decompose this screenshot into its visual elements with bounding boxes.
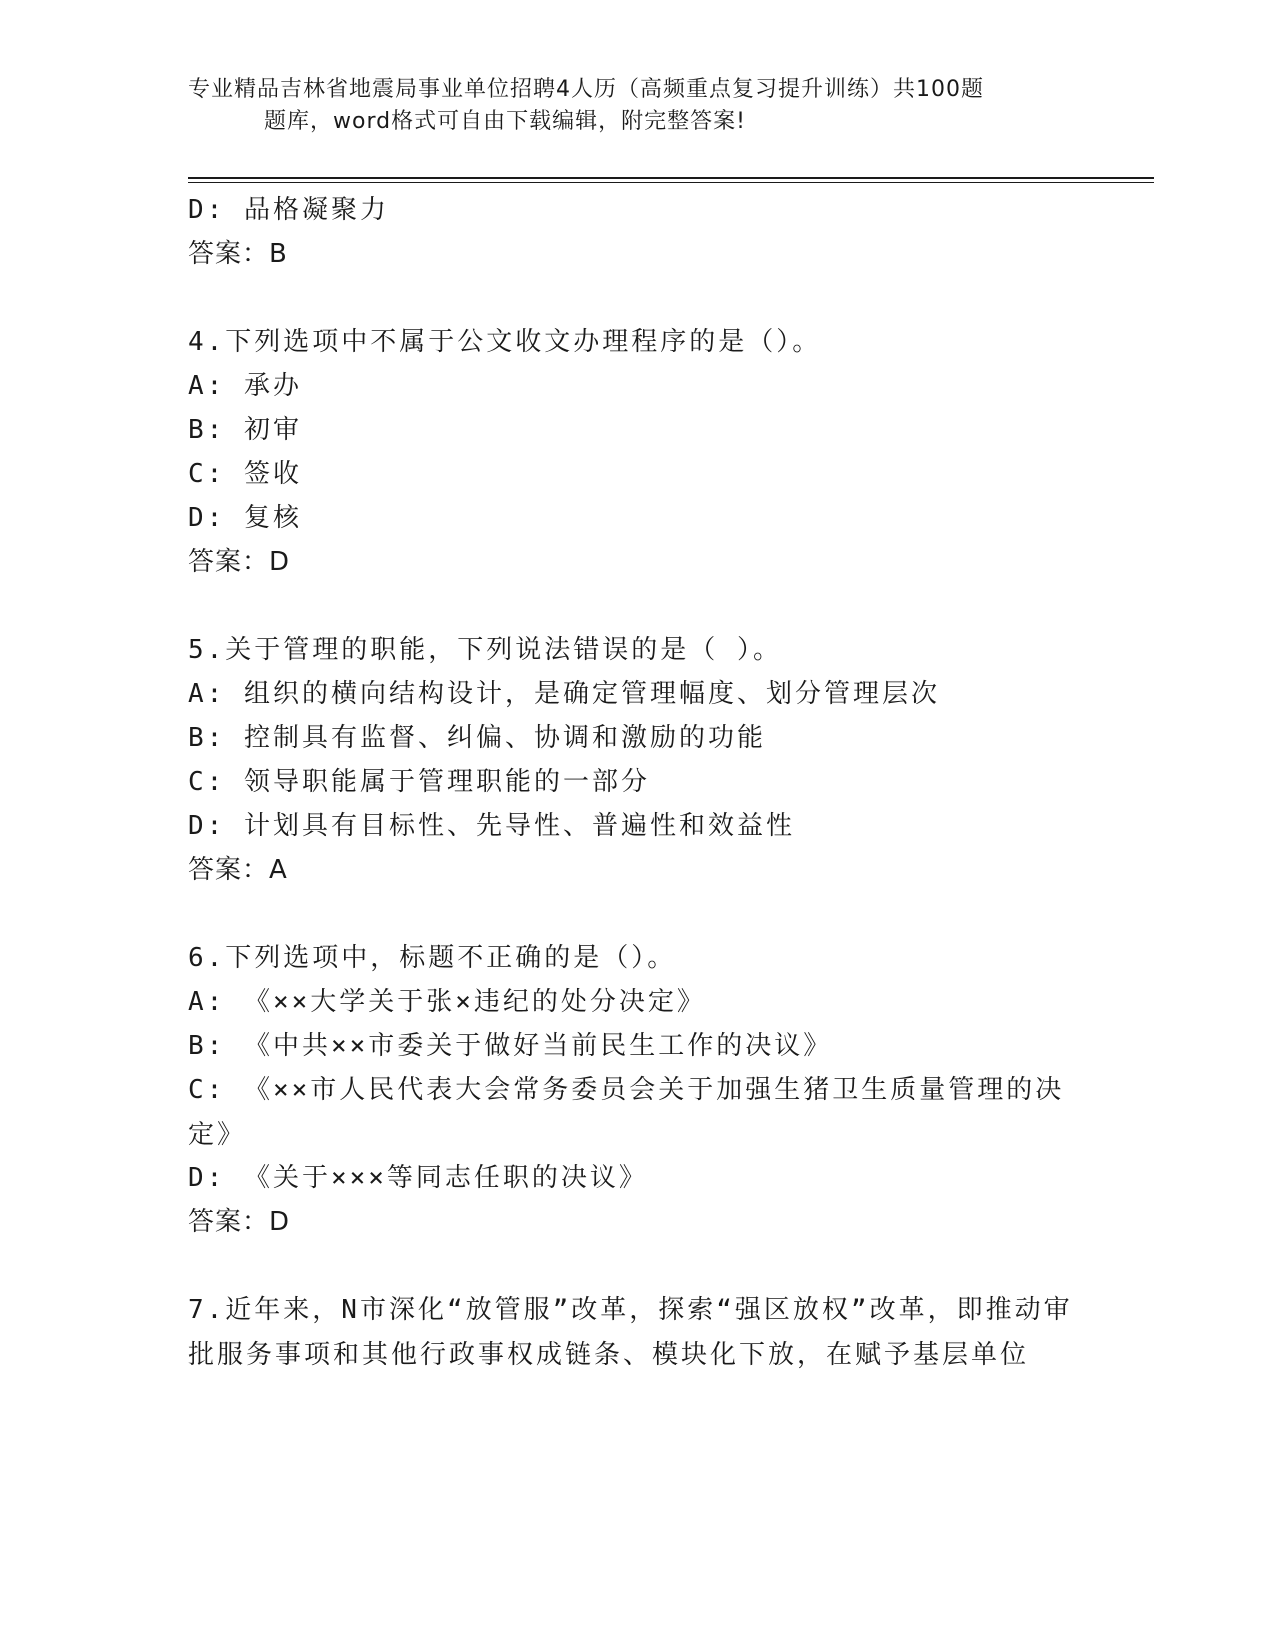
q6-answer: 答案：D xyxy=(188,1207,291,1237)
q6-option-b: B: 《中共××市委关于做好当前民生工作的决议》 xyxy=(188,1031,833,1061)
q5-option-d: D: 计划具有目标性、先导性、普遍性和效益性 xyxy=(188,811,795,841)
q5-question: 5.关于管理的职能，下列说法错误的是（ ）。 xyxy=(188,635,782,665)
q4-option-d: D: 复核 xyxy=(188,503,302,533)
q6-option-d: D: 《关于×××等同志任职的决议》 xyxy=(188,1163,648,1193)
document-header xyxy=(188,74,1068,138)
q4-question: 4.下列选项中不属于公文收文办理程序的是（）。 xyxy=(188,327,822,357)
q5-option-a: A: 组织的横向结构设计，是确定管理幅度、划分管理层次 xyxy=(188,679,940,709)
q5-option-b: B: 控制具有监督、纠偏、协调和激励的功能 xyxy=(188,723,766,753)
header-rule-thick xyxy=(188,177,1154,179)
q6-option-a: A: 《××大学关于张×违纪的处分决定》 xyxy=(188,987,706,1017)
header-title-line2: 题库，word格式可自由下载编辑，附完整答案! xyxy=(264,109,746,134)
q5-answer: 答案：A xyxy=(188,855,288,885)
q4-answer: 答案：D xyxy=(188,547,291,577)
q5-option-c: C: 领导职能属于管理职能的一部分 xyxy=(188,767,650,797)
q4-option-c: C: 签收 xyxy=(188,459,302,489)
q4-option-b: B: 初审 xyxy=(188,415,302,445)
prev-option-d: D: 品格凝聚力 xyxy=(188,195,389,225)
q6-option-c: C: 《××市人民代表大会常务委员会关于加强生猪卫生质量管理的决定》 xyxy=(188,1075,1065,1150)
header-rule-thin xyxy=(188,182,1154,183)
header-title-line1: 专业精品吉林省地震局事业单位招聘4人历（高频重点复习提升训练）共100题 xyxy=(188,77,984,102)
prev-answer: 答案：B xyxy=(188,239,288,269)
q4-option-a: A: 承办 xyxy=(188,371,302,401)
q7-question: 7.近年来，N市深化“放管服”改革，探索“强区放权”改革，即推动审批服务事项和其他行政事权成链条、模块化下放，在赋予基层单位 xyxy=(188,1295,1073,1370)
q6-question: 6.下列选项中，标题不正确的是（）。 xyxy=(188,943,677,973)
